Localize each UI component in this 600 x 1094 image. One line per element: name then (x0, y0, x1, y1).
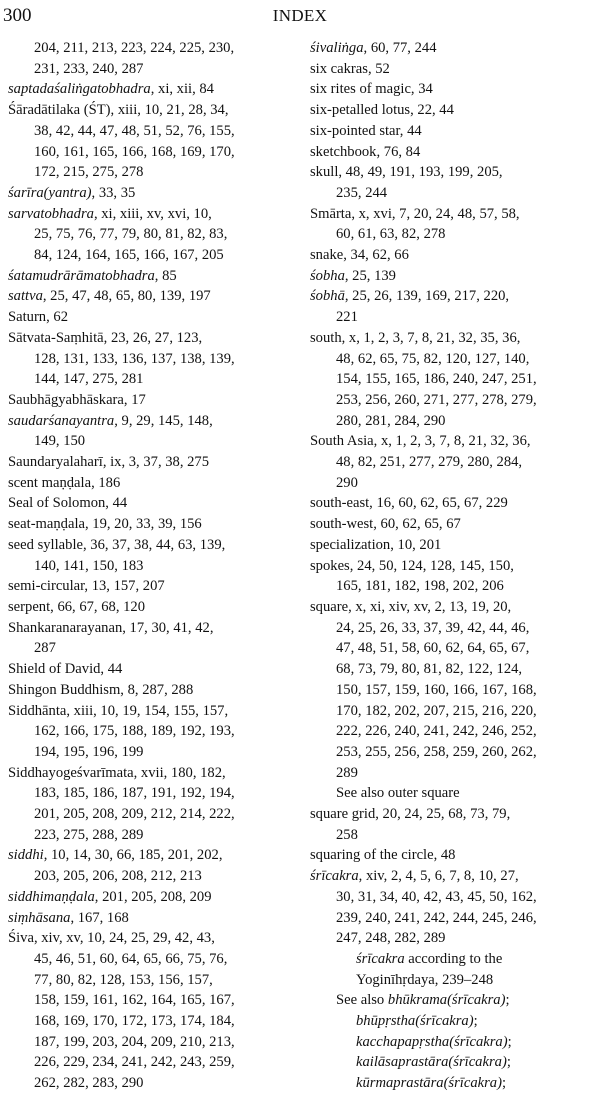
index-term-italic: siddhi (8, 847, 44, 864)
index-text: 258 (336, 826, 358, 843)
index-entry-line (8, 1052, 298, 1073)
index-entry-line (8, 701, 298, 722)
index-text: 253, 255, 256, 258, 259, 260, 262, (336, 743, 537, 760)
index-text: square grid, 20, 24, 25, 68, 73, 79, (310, 806, 511, 823)
index-text: 140, 141, 150, 183 (34, 557, 144, 574)
index-text: 84, 124, 164, 165, 166, 167, 205 (34, 247, 224, 264)
index-text: ; (501, 1075, 506, 1092)
index-entry-line (310, 452, 598, 473)
index-term-italic: bhūpṛstha(śrīcakra) (356, 1013, 474, 1030)
index-entry-line (310, 59, 598, 80)
index-text: specialization, 10, 201 (310, 536, 442, 553)
index-text: 172, 215, 275, 278 (34, 164, 144, 181)
index-text: 60, 61, 63, 82, 278 (336, 226, 446, 243)
index-entry-line (8, 452, 298, 473)
index-entry-line (8, 866, 298, 887)
index-term-italic: śobhā (310, 288, 345, 305)
index-entry-line (8, 783, 298, 804)
index-term-italic: saudarśanayantra (8, 412, 115, 429)
index-text: See also outer square (336, 785, 460, 802)
index-entry-line (8, 121, 298, 142)
index-term-italic: śarīra(yantra) (8, 184, 92, 201)
index-entry-line (310, 266, 598, 287)
index-text: skull, 48, 49, 191, 193, 199, 205, (310, 164, 503, 181)
index-entry-line (310, 928, 598, 949)
index-text: according to the (404, 950, 503, 967)
index-text: 48, 82, 251, 277, 279, 280, 284, (336, 454, 523, 471)
index-text: seat-maṇḍala, 19, 20, 33, 39, 156 (8, 516, 202, 533)
index-text: ; (506, 1054, 511, 1071)
index-text: Siddhānta, xiii, 10, 19, 154, 155, 157, (8, 702, 229, 719)
index-text: , 201, 205, 208, 209 (94, 888, 212, 905)
index-entry-line (8, 970, 298, 991)
index-text: , 60, 77, 244 (363, 40, 437, 56)
index-entry-line (310, 866, 598, 887)
index-text: 30, 31, 34, 40, 42, 43, 45, 50, 162, (336, 888, 537, 905)
index-entry-line (8, 1032, 298, 1053)
index-text: six-pointed star, 44 (310, 122, 422, 139)
index-entry-line (8, 100, 298, 121)
index-entry-line (310, 183, 598, 204)
index-entry-line (310, 990, 598, 1011)
index-entry-line (310, 121, 598, 142)
index-text: 158, 159, 161, 162, 164, 165, 167, (34, 992, 235, 1009)
index-text: 280, 281, 284, 290 (336, 412, 446, 429)
index-entry-line (310, 473, 598, 494)
index-text: spokes, 24, 50, 124, 128, 145, 150, (310, 557, 514, 574)
index-text: sketchbook, 76, 84 (310, 143, 421, 160)
index-text: 201, 205, 208, 209, 212, 214, 222, (34, 806, 235, 823)
index-text: snake, 34, 62, 66 (310, 247, 409, 264)
index-entry-line (310, 493, 598, 514)
index-text: , xi, xii, 84 (150, 81, 214, 98)
index-entry-line (8, 79, 298, 100)
index-text: , 9, 29, 145, 148, (114, 412, 213, 429)
index-entry-line (310, 659, 598, 680)
index-entry-line (310, 142, 598, 163)
index-text: squaring of the circle, 48 (310, 847, 456, 864)
index-text: Śāradātilaka (ŚT), xiii, 10, 21, 28, 34, (8, 102, 229, 119)
index-text: 162, 166, 175, 188, 189, 192, 193, (34, 723, 235, 740)
index-entry-line (310, 100, 598, 121)
index-entry-line (310, 680, 598, 701)
index-text: 128, 131, 133, 136, 137, 138, 139, (34, 350, 235, 367)
index-text: 183, 185, 186, 187, 191, 192, 194, (34, 785, 235, 802)
index-entry-line (8, 742, 298, 763)
index-entry-line (310, 38, 598, 59)
index-entry-line (310, 576, 598, 597)
index-text: 223, 275, 288, 289 (34, 826, 144, 843)
index-text: 47, 48, 51, 58, 60, 62, 64, 65, 67, (336, 640, 530, 657)
index-text: Saubhāgyabhāskara, 17 (8, 391, 146, 408)
index-text: , 25, 139 (344, 267, 396, 284)
index-text: Shankaranarayanan, 17, 30, 41, 42, (8, 619, 214, 636)
index-entry-line (310, 597, 598, 618)
index-entry-line (8, 1073, 298, 1094)
index-entry-line (310, 369, 598, 390)
index-entry-line (8, 804, 298, 825)
index-text: 262, 282, 283, 290 (34, 1075, 144, 1092)
index-entry-line (310, 742, 598, 763)
index-text: 287 (34, 640, 56, 657)
index-text: 165, 181, 182, 198, 202, 206 (336, 578, 504, 595)
index-text: , xi, xiii, xv, xvi, 10, (93, 205, 212, 222)
index-entry-line (310, 1032, 598, 1053)
index-entry-line (8, 204, 298, 225)
index-text: 289 (336, 764, 358, 781)
index-entry-line (310, 307, 598, 328)
index-text: , 85 (154, 267, 177, 284)
index-entry-line (310, 701, 598, 722)
index-text: six cakras, 52 (310, 60, 390, 77)
index-entry-line (310, 245, 598, 266)
index-text: six-petalled lotus, 22, 44 (310, 102, 454, 119)
index-entry-line (310, 949, 598, 970)
index-entry-line (8, 390, 298, 411)
index-term-italic: siṃhāsana (8, 909, 71, 926)
index-text: square, x, xi, xiv, xv, 2, 13, 19, 20, (310, 598, 512, 615)
index-entry-line (310, 328, 598, 349)
index-entry-line (8, 908, 298, 929)
index-text: 170, 182, 202, 207, 215, 216, 220, (336, 702, 537, 719)
index-text: Shield of David, 44 (8, 661, 123, 678)
index-entry-line (8, 887, 298, 908)
index-entry-line (310, 79, 598, 100)
index-text: ; (507, 1033, 512, 1050)
index-entry-line (310, 224, 598, 245)
index-text: 149, 150 (34, 433, 86, 450)
index-entry-line (310, 783, 598, 804)
index-term-italic: śatamudrārāmatobhadra (8, 267, 155, 284)
index-term-italic: kūrmaprastāra(śrīcakra) (356, 1075, 502, 1092)
index-entry-line (8, 307, 298, 328)
index-text: seed syllable, 36, 37, 38, 44, 63, 139, (8, 536, 226, 553)
index-entry-line (310, 431, 598, 452)
index-entry-line (8, 245, 298, 266)
index-text: 239, 240, 241, 242, 244, 245, 246, (336, 909, 537, 926)
index-term-italic: kacchapapṛstha(śrīcakra) (356, 1033, 508, 1050)
index-text: Seal of Solomon, 44 (8, 495, 128, 512)
index-text: 253, 256, 260, 271, 277, 278, 279, (336, 391, 537, 408)
index-entry-line (8, 556, 298, 577)
index-entry-line (8, 183, 298, 204)
index-text: 187, 199, 203, 204, 209, 210, 213, (34, 1033, 235, 1050)
index-entry-line (310, 638, 598, 659)
index-entry-line (310, 390, 598, 411)
index-entry-line (8, 1011, 298, 1032)
index-term-italic: siddhimaṇḍala (8, 888, 95, 905)
index-text: ; (505, 992, 510, 1009)
index-entry-line (310, 162, 598, 183)
index-term-italic: śrīcakra (356, 950, 405, 967)
index-text: scent maṇḍala, 186 (8, 474, 121, 491)
index-text: semi-circular, 13, 157, 207 (8, 578, 165, 595)
index-text: 24, 25, 26, 33, 37, 39, 42, 44, 46, (336, 619, 530, 636)
index-entry-line (8, 825, 298, 846)
index-text: Śiva, xiv, xv, 10, 24, 25, 29, 42, 43, (8, 930, 215, 947)
index-text: Sātvata-Saṃhitā, 23, 26, 27, 123, (8, 329, 203, 346)
index-text: 235, 244 (336, 184, 388, 201)
index-entry-line (8, 266, 298, 287)
index-entry-line (8, 763, 298, 784)
page-header (0, 4, 600, 28)
index-text: six rites of magic, 34 (310, 81, 433, 98)
index-entry-line (310, 763, 598, 784)
index-text: 68, 73, 79, 80, 81, 82, 122, 124, (336, 661, 523, 678)
index-text: serpent, 66, 67, 68, 120 (8, 598, 146, 615)
index-entry-line (310, 970, 598, 991)
index-entry-line (8, 349, 298, 370)
index-entry-line (8, 638, 298, 659)
index-text: south-east, 16, 60, 62, 65, 67, 229 (310, 495, 508, 512)
index-entry-line (8, 659, 298, 680)
index-entry-line (8, 597, 298, 618)
index-text: 77, 80, 82, 128, 153, 156, 157, (34, 971, 213, 988)
index-text: 38, 42, 44, 47, 48, 51, 52, 76, 155, (34, 122, 235, 139)
index-entry-line (8, 949, 298, 970)
index-text: 231, 233, 240, 287 (34, 60, 144, 77)
index-entry-line (8, 618, 298, 639)
index-text: 150, 157, 159, 160, 166, 167, 168, (336, 681, 537, 698)
index-text: See also (336, 992, 388, 1009)
index-text: South Asia, x, 1, 2, 3, 7, 8, 21, 32, 36, (310, 433, 531, 450)
index-term-italic: śivaliṅga (310, 40, 364, 56)
index-entry-line (8, 162, 298, 183)
index-text: Saturn, 62 (8, 309, 68, 326)
index-text: 48, 62, 65, 75, 82, 120, 127, 140, (336, 350, 530, 367)
index-entry-line (8, 411, 298, 432)
index-term-italic: kailāsaprastāra(śrīcakra) (356, 1054, 507, 1071)
index-entry-line (310, 618, 598, 639)
index-entry-line (310, 1073, 598, 1094)
index-entry-line (310, 721, 598, 742)
index-text: , 167, 168 (70, 909, 129, 926)
index-entry-line (8, 142, 298, 163)
index-entry-line (310, 204, 598, 225)
index-entry-line (8, 576, 298, 597)
index-entry-line (310, 825, 598, 846)
index-entry-line (310, 887, 598, 908)
index-entry-line (310, 845, 598, 866)
index-text: south-west, 60, 62, 65, 67 (310, 516, 461, 533)
index-text: 194, 195, 196, 199 (34, 743, 144, 760)
index-text: 204, 211, 213, 223, 224, 225, 230, (34, 40, 235, 56)
index-entry-line (310, 535, 598, 556)
index-term-italic: bhūkrama(śrīcakra) (387, 992, 506, 1009)
index-entry-line (8, 473, 298, 494)
index-entry-line (8, 721, 298, 742)
index-entry-line (8, 328, 298, 349)
index-entry-line (8, 928, 298, 949)
index-text: , 33, 35 (91, 184, 136, 201)
index-text: 203, 205, 206, 208, 212, 213 (34, 868, 202, 885)
index-entry-line (310, 286, 598, 307)
index-text: 290 (336, 474, 358, 491)
index-column-right (310, 38, 598, 1094)
index-entry-line (8, 286, 298, 307)
index-term-italic: śobha (310, 267, 345, 284)
index-entry-line (8, 38, 298, 59)
index-term-italic: śrīcakra (310, 868, 359, 885)
index-text: 154, 155, 165, 186, 240, 247, 251, (336, 371, 537, 388)
index-entry-line (310, 804, 598, 825)
index-entry-line (8, 224, 298, 245)
index-text: 160, 161, 165, 166, 168, 169, 170, (34, 143, 235, 160)
index-entry-line (310, 411, 598, 432)
index-entry-line (8, 431, 298, 452)
index-text: Smārta, x, xvi, 7, 20, 24, 48, 57, 58, (310, 205, 520, 222)
index-term-italic: sattva (8, 288, 43, 305)
index-entry-line (310, 1011, 598, 1032)
index-term-italic: saptadaśaliṅgatobhadra (8, 81, 151, 98)
index-text: south, x, 1, 2, 3, 7, 8, 21, 32, 35, 36, (310, 329, 521, 346)
index-entry-line (8, 535, 298, 556)
index-entry-line (8, 493, 298, 514)
index-column-left (8, 38, 298, 1094)
index-entry-line (310, 1052, 598, 1073)
index-text: , 10, 14, 30, 66, 185, 201, 202, (43, 847, 223, 864)
index-entry-line (310, 514, 598, 535)
index-entry-line (8, 680, 298, 701)
index-entry-line (8, 990, 298, 1011)
index-text: Saundaryalaharī, ix, 3, 37, 38, 275 (8, 454, 210, 471)
index-entry-line (8, 514, 298, 535)
index-entry-line (310, 908, 598, 929)
index-text: 221 (336, 309, 358, 326)
page-number: 300 (3, 5, 32, 26)
index-text: 25, 75, 76, 77, 79, 80, 81, 82, 83, (34, 226, 228, 243)
index-entry-line (8, 369, 298, 390)
index-text: 226, 229, 234, 241, 242, 243, 259, (34, 1054, 235, 1071)
index-text: Siddhayogeśvarīmata, xvii, 180, 182, (8, 764, 226, 781)
index-entry-line (310, 349, 598, 370)
running-title: INDEX (272, 6, 328, 25)
index-text: , xiv, 2, 4, 5, 6, 7, 8, 10, 27, (358, 868, 519, 885)
index-text: Yoginīhṛdaya, 239–248 (356, 971, 494, 988)
index-entry-line (8, 59, 298, 80)
index-entry-line (8, 845, 298, 866)
index-entry-line (310, 556, 598, 577)
index-text: , 25, 47, 48, 65, 80, 139, 197 (42, 288, 211, 305)
index-text: 222, 226, 240, 241, 242, 246, 252, (336, 723, 537, 740)
index-text: , 25, 26, 139, 169, 217, 220, (344, 288, 510, 305)
index-text: 168, 169, 170, 172, 173, 174, 184, (34, 1013, 235, 1030)
index-term-italic: sarvatobhadra (8, 205, 94, 222)
index-text: 144, 147, 275, 281 (34, 371, 144, 388)
index-text: 247, 248, 282, 289 (336, 930, 446, 947)
index-text: ; (473, 1013, 478, 1030)
index-text: Shingon Buddhism, 8, 287, 288 (8, 681, 194, 698)
index-text: 45, 46, 51, 60, 64, 65, 66, 75, 76, (34, 950, 228, 967)
